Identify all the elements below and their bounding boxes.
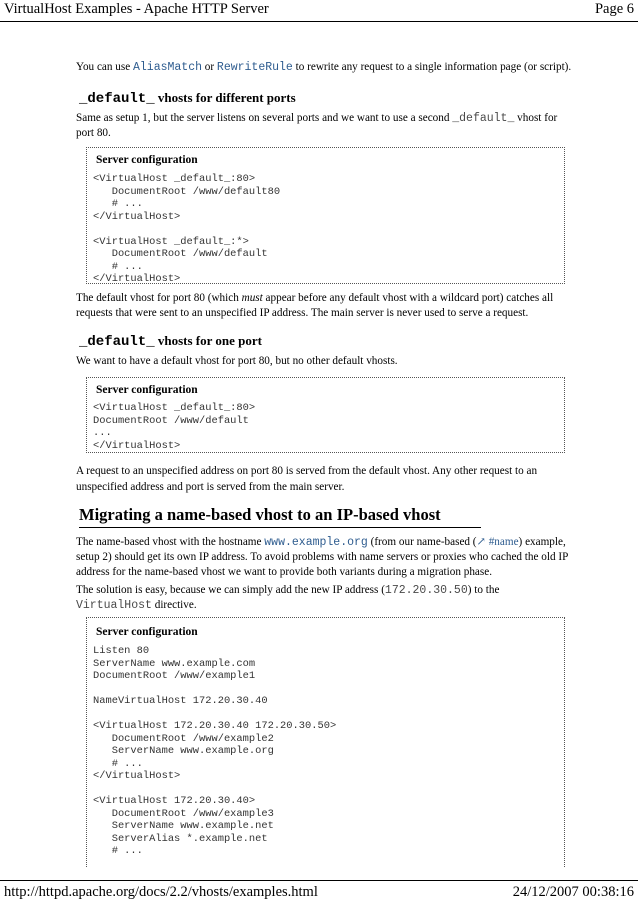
name-based-link[interactable]: ↗ #name: [476, 536, 519, 548]
print-date: 24/12/2007 00:38:16: [512, 884, 634, 900]
code-ip-address: 172.20.30.50: [384, 584, 468, 597]
server-configuration-box-1: [86, 147, 565, 284]
page-header: [0, 0, 638, 22]
section3-p2-line2: VirtualHost directive.: [76, 599, 197, 612]
source-url[interactable]: http://httpd.apache.org/docs/2.2/vhosts/examples.html: [4, 884, 318, 900]
section1-after-line2: requests that were sent to an unspecified IP address. The main server is never used to serve a request.: [76, 307, 529, 319]
document-title: VirtualHost Examples - Apache HTTP Server: [4, 1, 269, 17]
config-code-block: <VirtualHost _default_:80> DocumentRoot /www/default ... </VirtualHost>: [93, 402, 256, 452]
section3-p1-line2: setup 2) should get its own IP address. To avoid problems with name servers or proxies who cached the old IP: [76, 551, 569, 563]
section3-p1-line1: The name-based vhost with the hostname www.example.org (from our name-based (↗ #name) example,: [76, 536, 566, 549]
box-title: Server configuration: [96, 154, 198, 166]
code-aliasmatch: AliasMatch: [132, 61, 202, 74]
page-footer: [0, 880, 638, 902]
section2-after-line1: A request to an unspecified address on port 80 is served from the default vhost. Any other request to an: [76, 465, 538, 477]
code-hostname: www.example.org: [264, 536, 368, 549]
section1-paragraph-line1: Same as setup 1, but the server listens on several ports and we want to use a second _default_ vhost for: [76, 112, 558, 125]
code-rewriterule: RewriteRule: [216, 61, 293, 74]
server-configuration-box-3: [86, 617, 565, 867]
code-virtualhost: VirtualHost: [76, 599, 152, 612]
config-code-block: <VirtualHost _default_:80> DocumentRoot /www/default80 # ... </VirtualHost> <VirtualHost _default_:*> DocumentRoot /www/default # ... </VirtualHost>: [93, 173, 281, 285]
config-code-block: Listen 80 ServerName www.example.com DocumentRoot /www/example1 NameVirtualHost 172.20.30.40 <VirtualHost 172.20.30.40 172.20.30.50> DocumentRoot /www/example2 ServerName www.example.org # ... </VirtualHost> <VirtualHost 172.20.30.40> DocumentRoot /www/example3 ServerName www.example.net ServerAlias *.example.net # ...: [93, 645, 337, 857]
section-heading-one-port: _default_ vhosts for one port: [79, 333, 262, 350]
intro-paragraph: You can use AliasMatch or RewriteRule to rewrite any request to a single information page (or script).: [76, 61, 572, 74]
section3-p2-line1: The solution is easy, because we can simply add the new IP address (172.20.30.50) to the: [76, 584, 500, 597]
section1-after-line1: The default vhost for port 80 (which must appear before any default vhost with a wildcard port) catches all: [76, 292, 554, 304]
section-heading-default-ports: _default_ vhosts for different ports: [79, 90, 296, 107]
box-title: Server configuration: [96, 384, 198, 396]
section2-paragraph: We want to have a default vhost for port 80, but no other default vhosts.: [76, 355, 398, 367]
server-configuration-box-2: [86, 377, 565, 453]
page-number: Page 6: [594, 1, 634, 17]
box-title: Server configuration: [96, 626, 198, 638]
section2-after-line2: unspecified address and port is served from the main server.: [76, 481, 345, 493]
section1-paragraph-line2: port 80.: [76, 127, 111, 139]
section3-p1-line3: address for the name-based vhost we want to provide both variants during a migration phase.: [76, 566, 493, 578]
section-heading-migrating: Migrating a name-based vhost to an IP-based vhost: [79, 505, 481, 528]
